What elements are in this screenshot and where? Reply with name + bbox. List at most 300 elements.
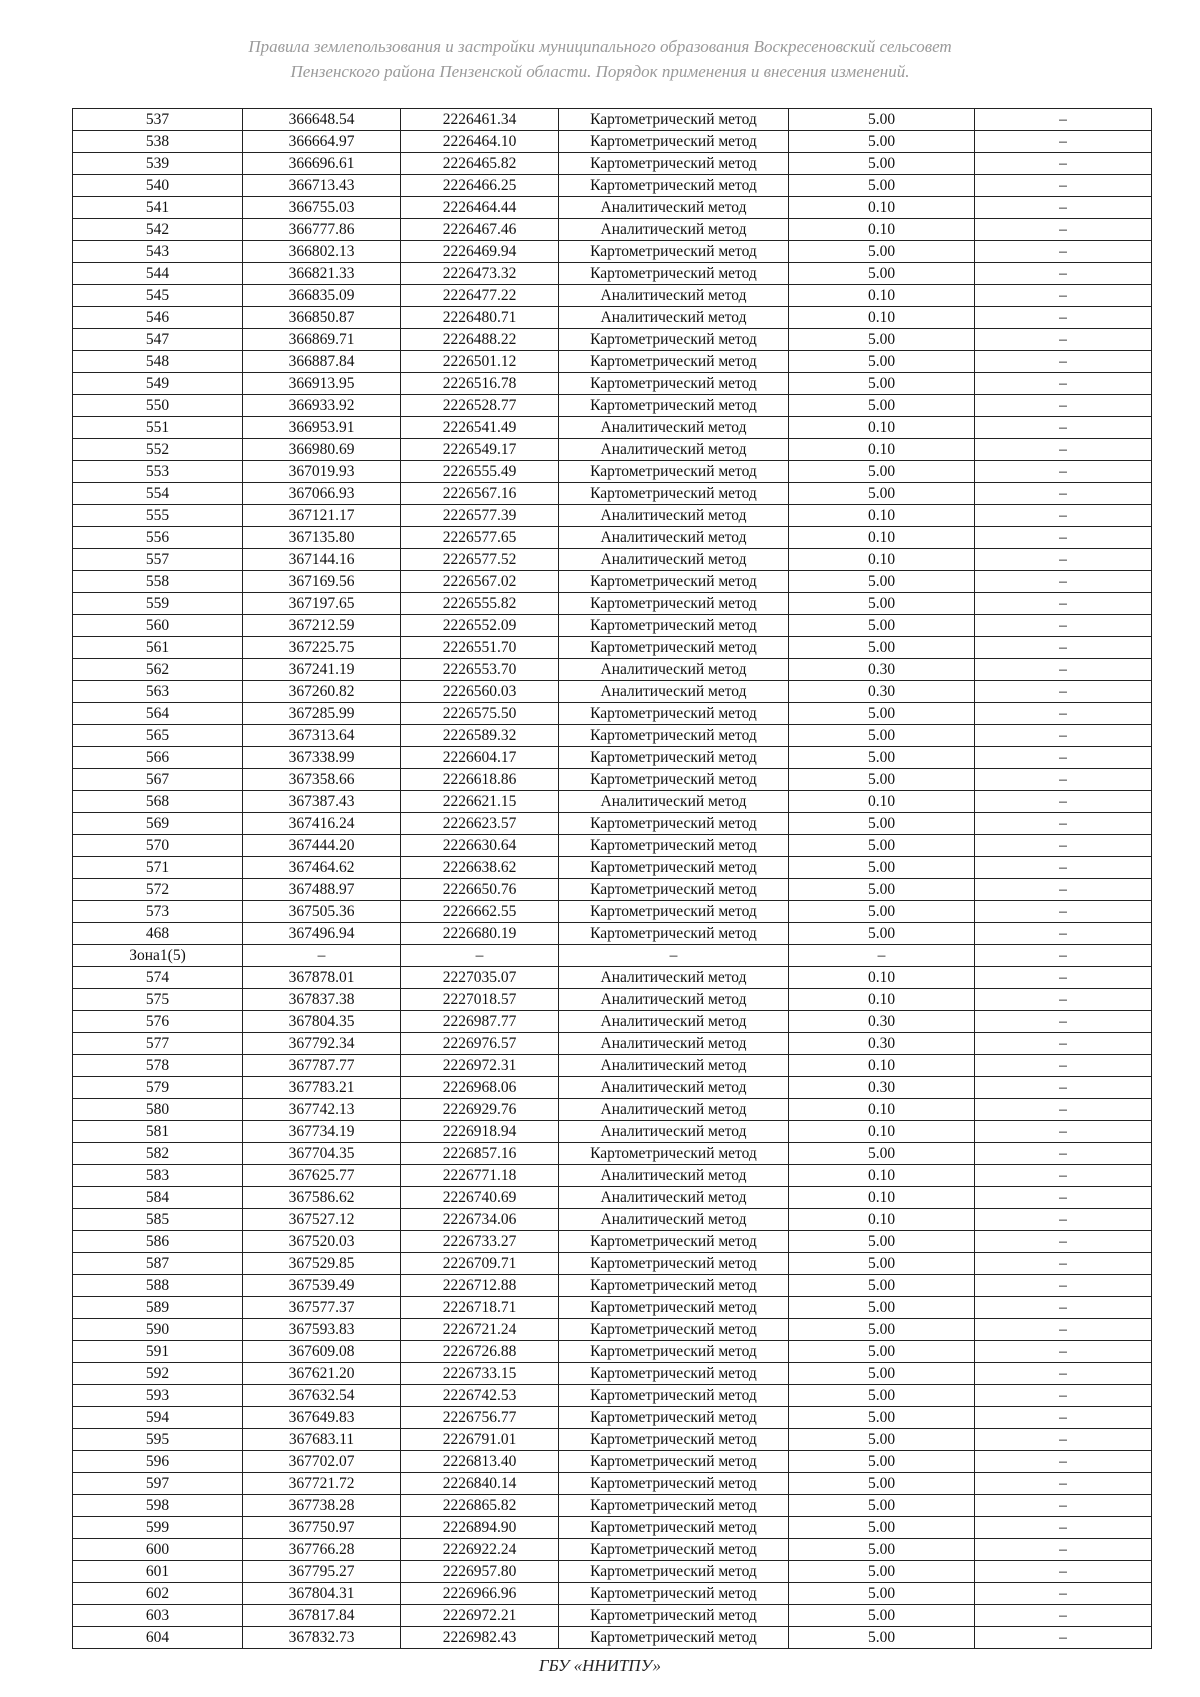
y-coordinate-cell: 2226733.27 <box>401 1231 559 1253</box>
point-number-cell: 538 <box>73 131 243 153</box>
x-coordinate-cell: 366664.97 <box>243 131 401 153</box>
table-row <box>73 1319 1152 1341</box>
x-coordinate-cell: 367338.99 <box>243 747 401 769</box>
point-number-cell: 541 <box>73 197 243 219</box>
x-coordinate-cell: 366869.71 <box>243 329 401 351</box>
x-coordinate-cell: 367066.93 <box>243 483 401 505</box>
y-coordinate-cell: 2226968.06 <box>401 1077 559 1099</box>
point-number-cell: 580 <box>73 1099 243 1121</box>
table-row <box>73 791 1152 813</box>
note-cell: – <box>975 813 1152 835</box>
x-coordinate-cell: 367169.56 <box>243 571 401 593</box>
point-number-cell: 551 <box>73 417 243 439</box>
x-coordinate-cell: 367241.19 <box>243 659 401 681</box>
method-cell: Картометрический метод <box>559 395 789 417</box>
y-coordinate-cell: 2227035.07 <box>401 967 559 989</box>
table-row <box>73 307 1152 329</box>
note-cell: – <box>975 131 1152 153</box>
accuracy-cell: 5.00 <box>789 1363 975 1385</box>
point-number-cell: 573 <box>73 901 243 923</box>
point-number-cell: 588 <box>73 1275 243 1297</box>
method-cell: Картометрический метод <box>559 747 789 769</box>
note-cell: – <box>975 1319 1152 1341</box>
table-row <box>73 1297 1152 1319</box>
accuracy-cell: 5.00 <box>789 901 975 923</box>
accuracy-cell: 0.10 <box>789 197 975 219</box>
accuracy-cell: 5.00 <box>789 1143 975 1165</box>
y-coordinate-cell: 2226528.77 <box>401 395 559 417</box>
point-number-cell: Зона1(5) <box>73 945 243 967</box>
x-coordinate-cell: 367505.36 <box>243 901 401 923</box>
table-row <box>73 1605 1152 1627</box>
method-cell: Картометрический метод <box>559 725 789 747</box>
table-row <box>73 1099 1152 1121</box>
point-number-cell: 548 <box>73 351 243 373</box>
x-coordinate-cell: 367593.83 <box>243 1319 401 1341</box>
note-cell: – <box>975 1011 1152 1033</box>
accuracy-cell: 0.10 <box>789 219 975 241</box>
table-row <box>73 1143 1152 1165</box>
accuracy-cell: 5.00 <box>789 329 975 351</box>
note-cell: – <box>975 1077 1152 1099</box>
table-row <box>73 197 1152 219</box>
y-coordinate-cell: 2226466.25 <box>401 175 559 197</box>
table-row <box>73 505 1152 527</box>
table-row <box>73 835 1152 857</box>
note-cell: – <box>975 1385 1152 1407</box>
note-cell: – <box>975 659 1152 681</box>
accuracy-cell: 5.00 <box>789 725 975 747</box>
table-row <box>73 659 1152 681</box>
table-row <box>73 1187 1152 1209</box>
method-cell: Аналитический метод <box>559 989 789 1011</box>
method-cell: Картометрический метод <box>559 175 789 197</box>
x-coordinate-cell: 367019.93 <box>243 461 401 483</box>
point-number-cell: 574 <box>73 967 243 989</box>
note-cell: – <box>975 263 1152 285</box>
note-cell: – <box>975 439 1152 461</box>
accuracy-cell: 5.00 <box>789 153 975 175</box>
point-number-cell: 577 <box>73 1033 243 1055</box>
note-cell: – <box>975 219 1152 241</box>
method-cell: Картометрический метод <box>559 461 789 483</box>
method-cell: Картометрический метод <box>559 857 789 879</box>
method-cell: Аналитический метод <box>559 967 789 989</box>
method-cell: Картометрический метод <box>559 703 789 725</box>
y-coordinate-cell: 2226461.34 <box>401 109 559 131</box>
x-coordinate-cell: 367577.37 <box>243 1297 401 1319</box>
method-cell: Аналитический метод <box>559 1011 789 1033</box>
note-cell: – <box>975 1363 1152 1385</box>
point-number-cell: 540 <box>73 175 243 197</box>
x-coordinate-cell: 367702.07 <box>243 1451 401 1473</box>
method-cell: Картометрический метод <box>559 263 789 285</box>
point-number-cell: 585 <box>73 1209 243 1231</box>
point-number-cell: 596 <box>73 1451 243 1473</box>
y-coordinate-cell: 2226630.64 <box>401 835 559 857</box>
point-number-cell: 572 <box>73 879 243 901</box>
method-cell: Картометрический метод <box>559 1539 789 1561</box>
y-coordinate-cell: 2226771.18 <box>401 1165 559 1187</box>
accuracy-cell: 0.10 <box>789 417 975 439</box>
note-cell: – <box>975 1473 1152 1495</box>
point-number-cell: 601 <box>73 1561 243 1583</box>
point-number-cell: 587 <box>73 1253 243 1275</box>
x-coordinate-cell: 367750.97 <box>243 1517 401 1539</box>
method-cell: Аналитический метод <box>559 1099 789 1121</box>
x-coordinate-cell: 366696.61 <box>243 153 401 175</box>
y-coordinate-cell: 2226480.71 <box>401 307 559 329</box>
note-cell: – <box>975 571 1152 593</box>
accuracy-cell: 5.00 <box>789 1561 975 1583</box>
y-coordinate-cell: 2226465.82 <box>401 153 559 175</box>
y-coordinate-cell: 2226712.88 <box>401 1275 559 1297</box>
note-cell: – <box>975 1341 1152 1363</box>
y-coordinate-cell: 2226972.31 <box>401 1055 559 1077</box>
point-number-cell: 543 <box>73 241 243 263</box>
x-coordinate-cell: 367313.64 <box>243 725 401 747</box>
note-cell: – <box>975 1495 1152 1517</box>
note-cell: – <box>975 241 1152 263</box>
x-coordinate-cell: 367621.20 <box>243 1363 401 1385</box>
method-cell: Картометрический метод <box>559 571 789 593</box>
note-cell: – <box>975 879 1152 901</box>
note-cell: – <box>975 703 1152 725</box>
note-cell: – <box>975 395 1152 417</box>
point-number-cell: 584 <box>73 1187 243 1209</box>
y-coordinate-cell: 2226791.01 <box>401 1429 559 1451</box>
method-cell: Картометрический метод <box>559 1451 789 1473</box>
table-row <box>73 1077 1152 1099</box>
y-coordinate-cell: 2226567.16 <box>401 483 559 505</box>
table-row <box>73 703 1152 725</box>
point-number-cell: 576 <box>73 1011 243 1033</box>
table-row <box>73 901 1152 923</box>
note-cell: – <box>975 1275 1152 1297</box>
note-cell: – <box>975 681 1152 703</box>
point-number-cell: 553 <box>73 461 243 483</box>
method-cell: Картометрический метод <box>559 1517 789 1539</box>
point-number-cell: 594 <box>73 1407 243 1429</box>
x-coordinate-cell: 367416.24 <box>243 813 401 835</box>
point-number-cell: 545 <box>73 285 243 307</box>
point-number-cell: 539 <box>73 153 243 175</box>
y-coordinate-cell: – <box>401 945 559 967</box>
method-cell: Аналитический метод <box>559 505 789 527</box>
note-cell: – <box>975 1165 1152 1187</box>
table-row <box>73 285 1152 307</box>
note-cell: – <box>975 923 1152 945</box>
method-cell: Картометрический метод <box>559 637 789 659</box>
point-number-cell: 562 <box>73 659 243 681</box>
y-coordinate-cell: 2226734.06 <box>401 1209 559 1231</box>
method-cell: Аналитический метод <box>559 1209 789 1231</box>
note-cell: – <box>975 1055 1152 1077</box>
table-row <box>73 923 1152 945</box>
point-number-cell: 544 <box>73 263 243 285</box>
y-coordinate-cell: 2226709.71 <box>401 1253 559 1275</box>
y-coordinate-cell: 2226976.57 <box>401 1033 559 1055</box>
x-coordinate-cell: 367197.65 <box>243 593 401 615</box>
y-coordinate-cell: 2226813.40 <box>401 1451 559 1473</box>
accuracy-cell: 5.00 <box>789 483 975 505</box>
table-row <box>73 593 1152 615</box>
point-number-cell: 560 <box>73 615 243 637</box>
table-row <box>73 747 1152 769</box>
y-coordinate-cell: 2226929.76 <box>401 1099 559 1121</box>
table-row <box>73 109 1152 131</box>
note-cell: – <box>975 1033 1152 1055</box>
table-row <box>73 1011 1152 1033</box>
method-cell: Картометрический метод <box>559 109 789 131</box>
table-row <box>73 681 1152 703</box>
note-cell: – <box>975 461 1152 483</box>
accuracy-cell: 0.10 <box>789 1165 975 1187</box>
note-cell: – <box>975 1231 1152 1253</box>
coordinates-table <box>72 108 1152 1649</box>
method-cell: Картометрический метод <box>559 1363 789 1385</box>
x-coordinate-cell: 367625.77 <box>243 1165 401 1187</box>
table-row <box>73 813 1152 835</box>
accuracy-cell: 5.00 <box>789 1253 975 1275</box>
point-number-cell: 595 <box>73 1429 243 1451</box>
y-coordinate-cell: 2226516.78 <box>401 373 559 395</box>
accuracy-cell: 5.00 <box>789 1231 975 1253</box>
y-coordinate-cell: 2227018.57 <box>401 989 559 1011</box>
accuracy-cell: 5.00 <box>789 1605 975 1627</box>
x-coordinate-cell: 367527.12 <box>243 1209 401 1231</box>
method-cell: Картометрический метод <box>559 1429 789 1451</box>
accuracy-cell: 0.10 <box>789 439 975 461</box>
accuracy-cell: 0.10 <box>789 505 975 527</box>
note-cell: – <box>975 527 1152 549</box>
point-number-cell: 552 <box>73 439 243 461</box>
y-coordinate-cell: 2226464.44 <box>401 197 559 219</box>
y-coordinate-cell: 2226680.19 <box>401 923 559 945</box>
accuracy-cell: 0.10 <box>789 1209 975 1231</box>
point-number-cell: 592 <box>73 1363 243 1385</box>
y-coordinate-cell: 2226577.65 <box>401 527 559 549</box>
accuracy-cell: 5.00 <box>789 1539 975 1561</box>
x-coordinate-cell: 367738.28 <box>243 1495 401 1517</box>
note-cell: – <box>975 1253 1152 1275</box>
table-row <box>73 967 1152 989</box>
method-cell: Аналитический метод <box>559 219 789 241</box>
method-cell: Аналитический метод <box>559 681 789 703</box>
note-cell: – <box>975 417 1152 439</box>
header-line-2: Пензенского района Пензенской области. Порядок применения и внесения изменений. <box>290 62 910 81</box>
method-cell: Картометрический метод <box>559 1341 789 1363</box>
point-number-cell: 600 <box>73 1539 243 1561</box>
y-coordinate-cell: 2226621.15 <box>401 791 559 813</box>
x-coordinate-cell: 367804.35 <box>243 1011 401 1033</box>
accuracy-cell: 5.00 <box>789 1473 975 1495</box>
header-line-1: Правила землепользования и застройки муниципального образования Воскресеновский сельсовет <box>248 37 952 56</box>
accuracy-cell: 5.00 <box>789 351 975 373</box>
accuracy-cell: 5.00 <box>789 923 975 945</box>
method-cell: Картометрический метод <box>559 241 789 263</box>
note-cell: – <box>975 505 1152 527</box>
method-cell: Картометрический метод <box>559 1495 789 1517</box>
table-row <box>73 439 1152 461</box>
method-cell: Картометрический метод <box>559 923 789 945</box>
accuracy-cell: 5.00 <box>789 241 975 263</box>
y-coordinate-cell: 2226618.86 <box>401 769 559 791</box>
point-number-cell: 565 <box>73 725 243 747</box>
x-coordinate-cell: 366777.86 <box>243 219 401 241</box>
point-number-cell: 593 <box>73 1385 243 1407</box>
y-coordinate-cell: 2226987.77 <box>401 1011 559 1033</box>
accuracy-cell: 0.10 <box>789 285 975 307</box>
y-coordinate-cell: 2226541.49 <box>401 417 559 439</box>
accuracy-cell: 5.00 <box>789 747 975 769</box>
accuracy-cell: 0.10 <box>789 989 975 1011</box>
point-number-cell: 581 <box>73 1121 243 1143</box>
accuracy-cell: 5.00 <box>789 857 975 879</box>
y-coordinate-cell: 2226577.39 <box>401 505 559 527</box>
note-cell: – <box>975 307 1152 329</box>
table-row <box>73 549 1152 571</box>
method-cell: Аналитический метод <box>559 1187 789 1209</box>
table-row <box>73 1033 1152 1055</box>
note-cell: – <box>975 1561 1152 1583</box>
x-coordinate-cell: 367225.75 <box>243 637 401 659</box>
table-row <box>73 1473 1152 1495</box>
accuracy-cell: 5.00 <box>789 263 975 285</box>
method-cell: Картометрический метод <box>559 1473 789 1495</box>
note-cell: – <box>975 637 1152 659</box>
table-row <box>73 989 1152 1011</box>
y-coordinate-cell: 2226552.09 <box>401 615 559 637</box>
accuracy-cell: 5.00 <box>789 835 975 857</box>
y-coordinate-cell: 2226718.71 <box>401 1297 559 1319</box>
method-cell: Картометрический метод <box>559 329 789 351</box>
table-row <box>73 571 1152 593</box>
y-coordinate-cell: 2226567.02 <box>401 571 559 593</box>
table-row <box>73 219 1152 241</box>
x-coordinate-cell: 366755.03 <box>243 197 401 219</box>
y-coordinate-cell: 2226662.55 <box>401 901 559 923</box>
accuracy-cell: 0.10 <box>789 527 975 549</box>
note-cell: – <box>975 593 1152 615</box>
note-cell: – <box>975 791 1152 813</box>
x-coordinate-cell: 367358.66 <box>243 769 401 791</box>
table-row <box>73 769 1152 791</box>
table-row <box>73 175 1152 197</box>
method-cell: Аналитический метод <box>559 1055 789 1077</box>
x-coordinate-cell: 367488.97 <box>243 879 401 901</box>
note-cell: – <box>975 285 1152 307</box>
table-row <box>73 241 1152 263</box>
note-cell: – <box>975 1121 1152 1143</box>
table-row <box>73 1385 1152 1407</box>
point-number-cell: 586 <box>73 1231 243 1253</box>
x-coordinate-cell: 367734.19 <box>243 1121 401 1143</box>
x-coordinate-cell: 367135.80 <box>243 527 401 549</box>
point-number-cell: 563 <box>73 681 243 703</box>
accuracy-cell: 5.00 <box>789 461 975 483</box>
y-coordinate-cell: 2226894.90 <box>401 1517 559 1539</box>
x-coordinate-cell: 367212.59 <box>243 615 401 637</box>
x-coordinate-cell: 367144.16 <box>243 549 401 571</box>
y-coordinate-cell: 2226966.96 <box>401 1583 559 1605</box>
y-coordinate-cell: 2226477.22 <box>401 285 559 307</box>
accuracy-cell: 5.00 <box>789 1429 975 1451</box>
note-cell: – <box>975 835 1152 857</box>
table-row <box>73 395 1152 417</box>
x-coordinate-cell: 367792.34 <box>243 1033 401 1055</box>
point-number-cell: 604 <box>73 1627 243 1649</box>
x-coordinate-cell: 366887.84 <box>243 351 401 373</box>
note-cell: – <box>975 615 1152 637</box>
point-number-cell: 582 <box>73 1143 243 1165</box>
accuracy-cell: 0.10 <box>789 967 975 989</box>
point-number-cell: 579 <box>73 1077 243 1099</box>
method-cell: Картометрический метод <box>559 615 789 637</box>
point-number-cell: 554 <box>73 483 243 505</box>
point-number-cell: 599 <box>73 1517 243 1539</box>
note-cell: – <box>975 109 1152 131</box>
accuracy-cell: 0.10 <box>789 549 975 571</box>
point-number-cell: 570 <box>73 835 243 857</box>
table-row <box>73 1055 1152 1077</box>
point-number-cell: 597 <box>73 1473 243 1495</box>
table-row <box>73 263 1152 285</box>
x-coordinate-cell: 367121.17 <box>243 505 401 527</box>
x-coordinate-cell: 367649.83 <box>243 1407 401 1429</box>
point-number-cell: 591 <box>73 1341 243 1363</box>
note-cell: – <box>975 1517 1152 1539</box>
point-number-cell: 589 <box>73 1297 243 1319</box>
method-cell: Картометрический метод <box>559 1561 789 1583</box>
accuracy-cell: 0.10 <box>789 1099 975 1121</box>
point-number-cell: 567 <box>73 769 243 791</box>
x-coordinate-cell: 367704.35 <box>243 1143 401 1165</box>
x-coordinate-cell: 367795.27 <box>243 1561 401 1583</box>
method-cell: Аналитический метод <box>559 659 789 681</box>
note-cell: – <box>975 483 1152 505</box>
x-coordinate-cell: 367787.77 <box>243 1055 401 1077</box>
table-row <box>73 945 1152 967</box>
point-number-cell: 550 <box>73 395 243 417</box>
x-coordinate-cell: 367721.72 <box>243 1473 401 1495</box>
table-row <box>73 1253 1152 1275</box>
x-coordinate-cell: 366802.13 <box>243 241 401 263</box>
x-coordinate-cell: 367609.08 <box>243 1341 401 1363</box>
method-cell: Картометрический метод <box>559 1297 789 1319</box>
accuracy-cell: 0.10 <box>789 1055 975 1077</box>
accuracy-cell: 5.00 <box>789 879 975 901</box>
y-coordinate-cell: 2226469.94 <box>401 241 559 263</box>
accuracy-cell: 5.00 <box>789 131 975 153</box>
x-coordinate-cell: 367632.54 <box>243 1385 401 1407</box>
table-row <box>73 351 1152 373</box>
note-cell: – <box>975 1605 1152 1627</box>
note-cell: – <box>975 945 1152 967</box>
note-cell: – <box>975 989 1152 1011</box>
x-coordinate-cell: 367742.13 <box>243 1099 401 1121</box>
accuracy-cell: 5.00 <box>789 615 975 637</box>
x-coordinate-cell: 367444.20 <box>243 835 401 857</box>
y-coordinate-cell: 2226726.88 <box>401 1341 559 1363</box>
method-cell: Картометрический метод <box>559 593 789 615</box>
y-coordinate-cell: 2226638.62 <box>401 857 559 879</box>
note-cell: – <box>975 747 1152 769</box>
method-cell: Аналитический метод <box>559 417 789 439</box>
accuracy-cell: 5.00 <box>789 571 975 593</box>
method-cell: Аналитический метод <box>559 549 789 571</box>
note-cell: – <box>975 769 1152 791</box>
